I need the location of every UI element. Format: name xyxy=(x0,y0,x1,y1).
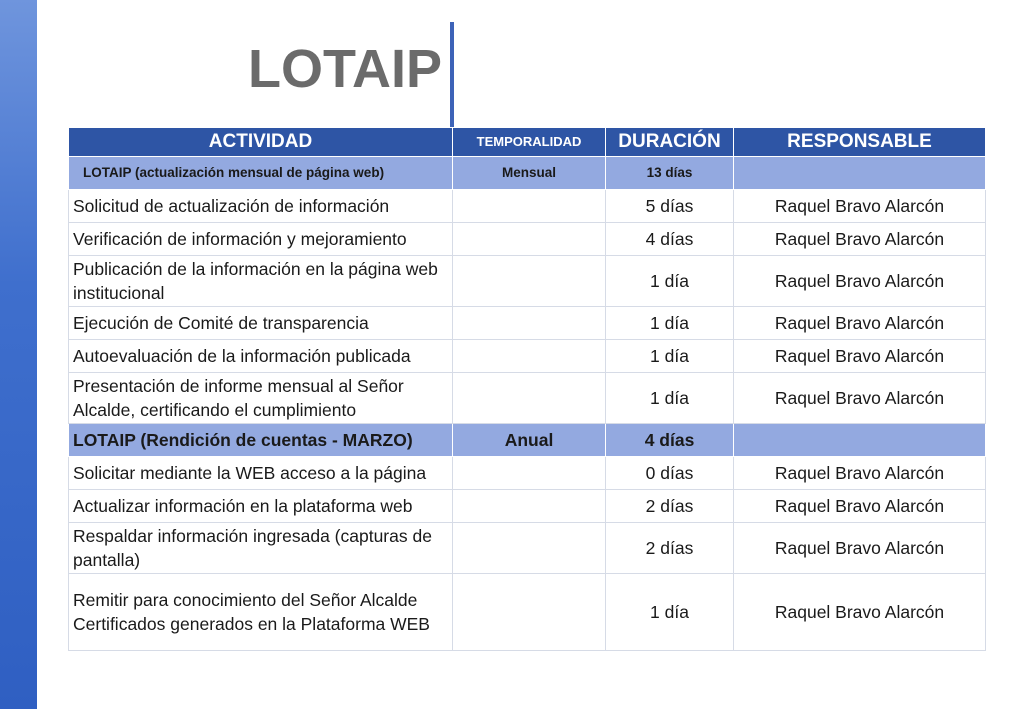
header-actividad: ACTIVIDAD xyxy=(69,128,453,157)
cell-responsable: Raquel Bravo Alarcón xyxy=(734,490,986,523)
cell-actividad: Actualizar información en la plataforma web xyxy=(69,490,453,523)
cell-temporalidad xyxy=(453,223,606,256)
left-accent-bar xyxy=(0,0,37,709)
cell-duracion: 1 día xyxy=(606,373,734,424)
section-temporalidad: Mensual xyxy=(453,157,606,190)
table-row xyxy=(69,457,986,490)
cell-duracion: 1 día xyxy=(606,307,734,340)
cell-responsable: Raquel Bravo Alarcón xyxy=(734,190,986,223)
cell-temporalidad xyxy=(453,307,606,340)
table-row xyxy=(69,340,986,373)
cell-actividad: Presentación de informe mensual al Señor Alcalde, certificando el cumplimiento xyxy=(69,373,453,424)
cell-responsable: Raquel Bravo Alarcón xyxy=(734,223,986,256)
cell-temporalidad xyxy=(453,373,606,424)
cell-duracion: 1 día xyxy=(606,340,734,373)
cell-duracion: 2 días xyxy=(606,490,734,523)
cell-duracion: 1 día xyxy=(606,256,734,307)
cell-actividad: Verificación de información y mejoramiento xyxy=(69,223,453,256)
cell-temporalidad xyxy=(453,190,606,223)
header-responsable: RESPONSABLE xyxy=(734,128,986,157)
cell-duracion: 0 días xyxy=(606,457,734,490)
cell-actividad: Remitir para conocimiento del Señor Alcalde Certificados generados en la Plataforma WEB xyxy=(69,574,453,651)
cell-duracion: 4 días xyxy=(606,223,734,256)
cell-responsable: Raquel Bravo Alarcón xyxy=(734,256,986,307)
cell-actividad: Autoevaluación de la información publicada xyxy=(69,340,453,373)
cell-duracion: 1 día xyxy=(606,574,734,651)
cell-temporalidad xyxy=(453,340,606,373)
cell-actividad: Publicación de la información en la página web institucional xyxy=(69,256,453,307)
title-divider xyxy=(450,22,454,128)
cell-responsable: Raquel Bravo Alarcón xyxy=(734,373,986,424)
cell-duracion: 5 días xyxy=(606,190,734,223)
section-responsable xyxy=(734,424,986,457)
cell-actividad: Solicitud de actualización de información xyxy=(69,190,453,223)
table-row xyxy=(69,574,986,651)
cell-responsable: Raquel Bravo Alarcón xyxy=(734,307,986,340)
cell-actividad: Solicitar mediante la WEB acceso a la página xyxy=(69,457,453,490)
table-row xyxy=(69,256,986,307)
table-row xyxy=(69,490,986,523)
section-temporalidad: Anual xyxy=(453,424,606,457)
section-actividad: LOTAIP (actualización mensual de página web) xyxy=(69,157,453,190)
section-duracion: 4 días xyxy=(606,424,734,457)
table-header-row xyxy=(69,128,986,157)
table-row xyxy=(69,190,986,223)
cell-responsable: Raquel Bravo Alarcón xyxy=(734,340,986,373)
cell-responsable: Raquel Bravo Alarcón xyxy=(734,523,986,574)
section-duracion: 13 días xyxy=(606,157,734,190)
table-row xyxy=(69,307,986,340)
table-row xyxy=(69,373,986,424)
cell-responsable: Raquel Bravo Alarcón xyxy=(734,574,986,651)
section-row-anual xyxy=(69,424,986,457)
cell-temporalidad xyxy=(453,256,606,307)
header-temporalidad: TEMPORALIDAD xyxy=(453,128,606,157)
cell-duracion: 2 días xyxy=(606,523,734,574)
header-duracion: DURACIÓN xyxy=(606,128,734,157)
cell-temporalidad xyxy=(453,490,606,523)
cell-responsable: Raquel Bravo Alarcón xyxy=(734,457,986,490)
cell-temporalidad xyxy=(453,457,606,490)
section-responsable xyxy=(734,157,986,190)
cell-actividad: Ejecución de Comité de transparencia xyxy=(69,307,453,340)
cell-actividad: Respaldar información ingresada (capturas de pantalla) xyxy=(69,523,453,574)
activity-table xyxy=(68,127,986,651)
section-actividad: LOTAIP (Rendición de cuentas - MARZO) xyxy=(69,424,453,457)
page-title: LOTAIP xyxy=(248,39,442,99)
table-row xyxy=(69,223,986,256)
cell-temporalidad xyxy=(453,574,606,651)
cell-temporalidad xyxy=(453,523,606,574)
section-row-mensual xyxy=(69,157,986,190)
table-row xyxy=(69,523,986,574)
